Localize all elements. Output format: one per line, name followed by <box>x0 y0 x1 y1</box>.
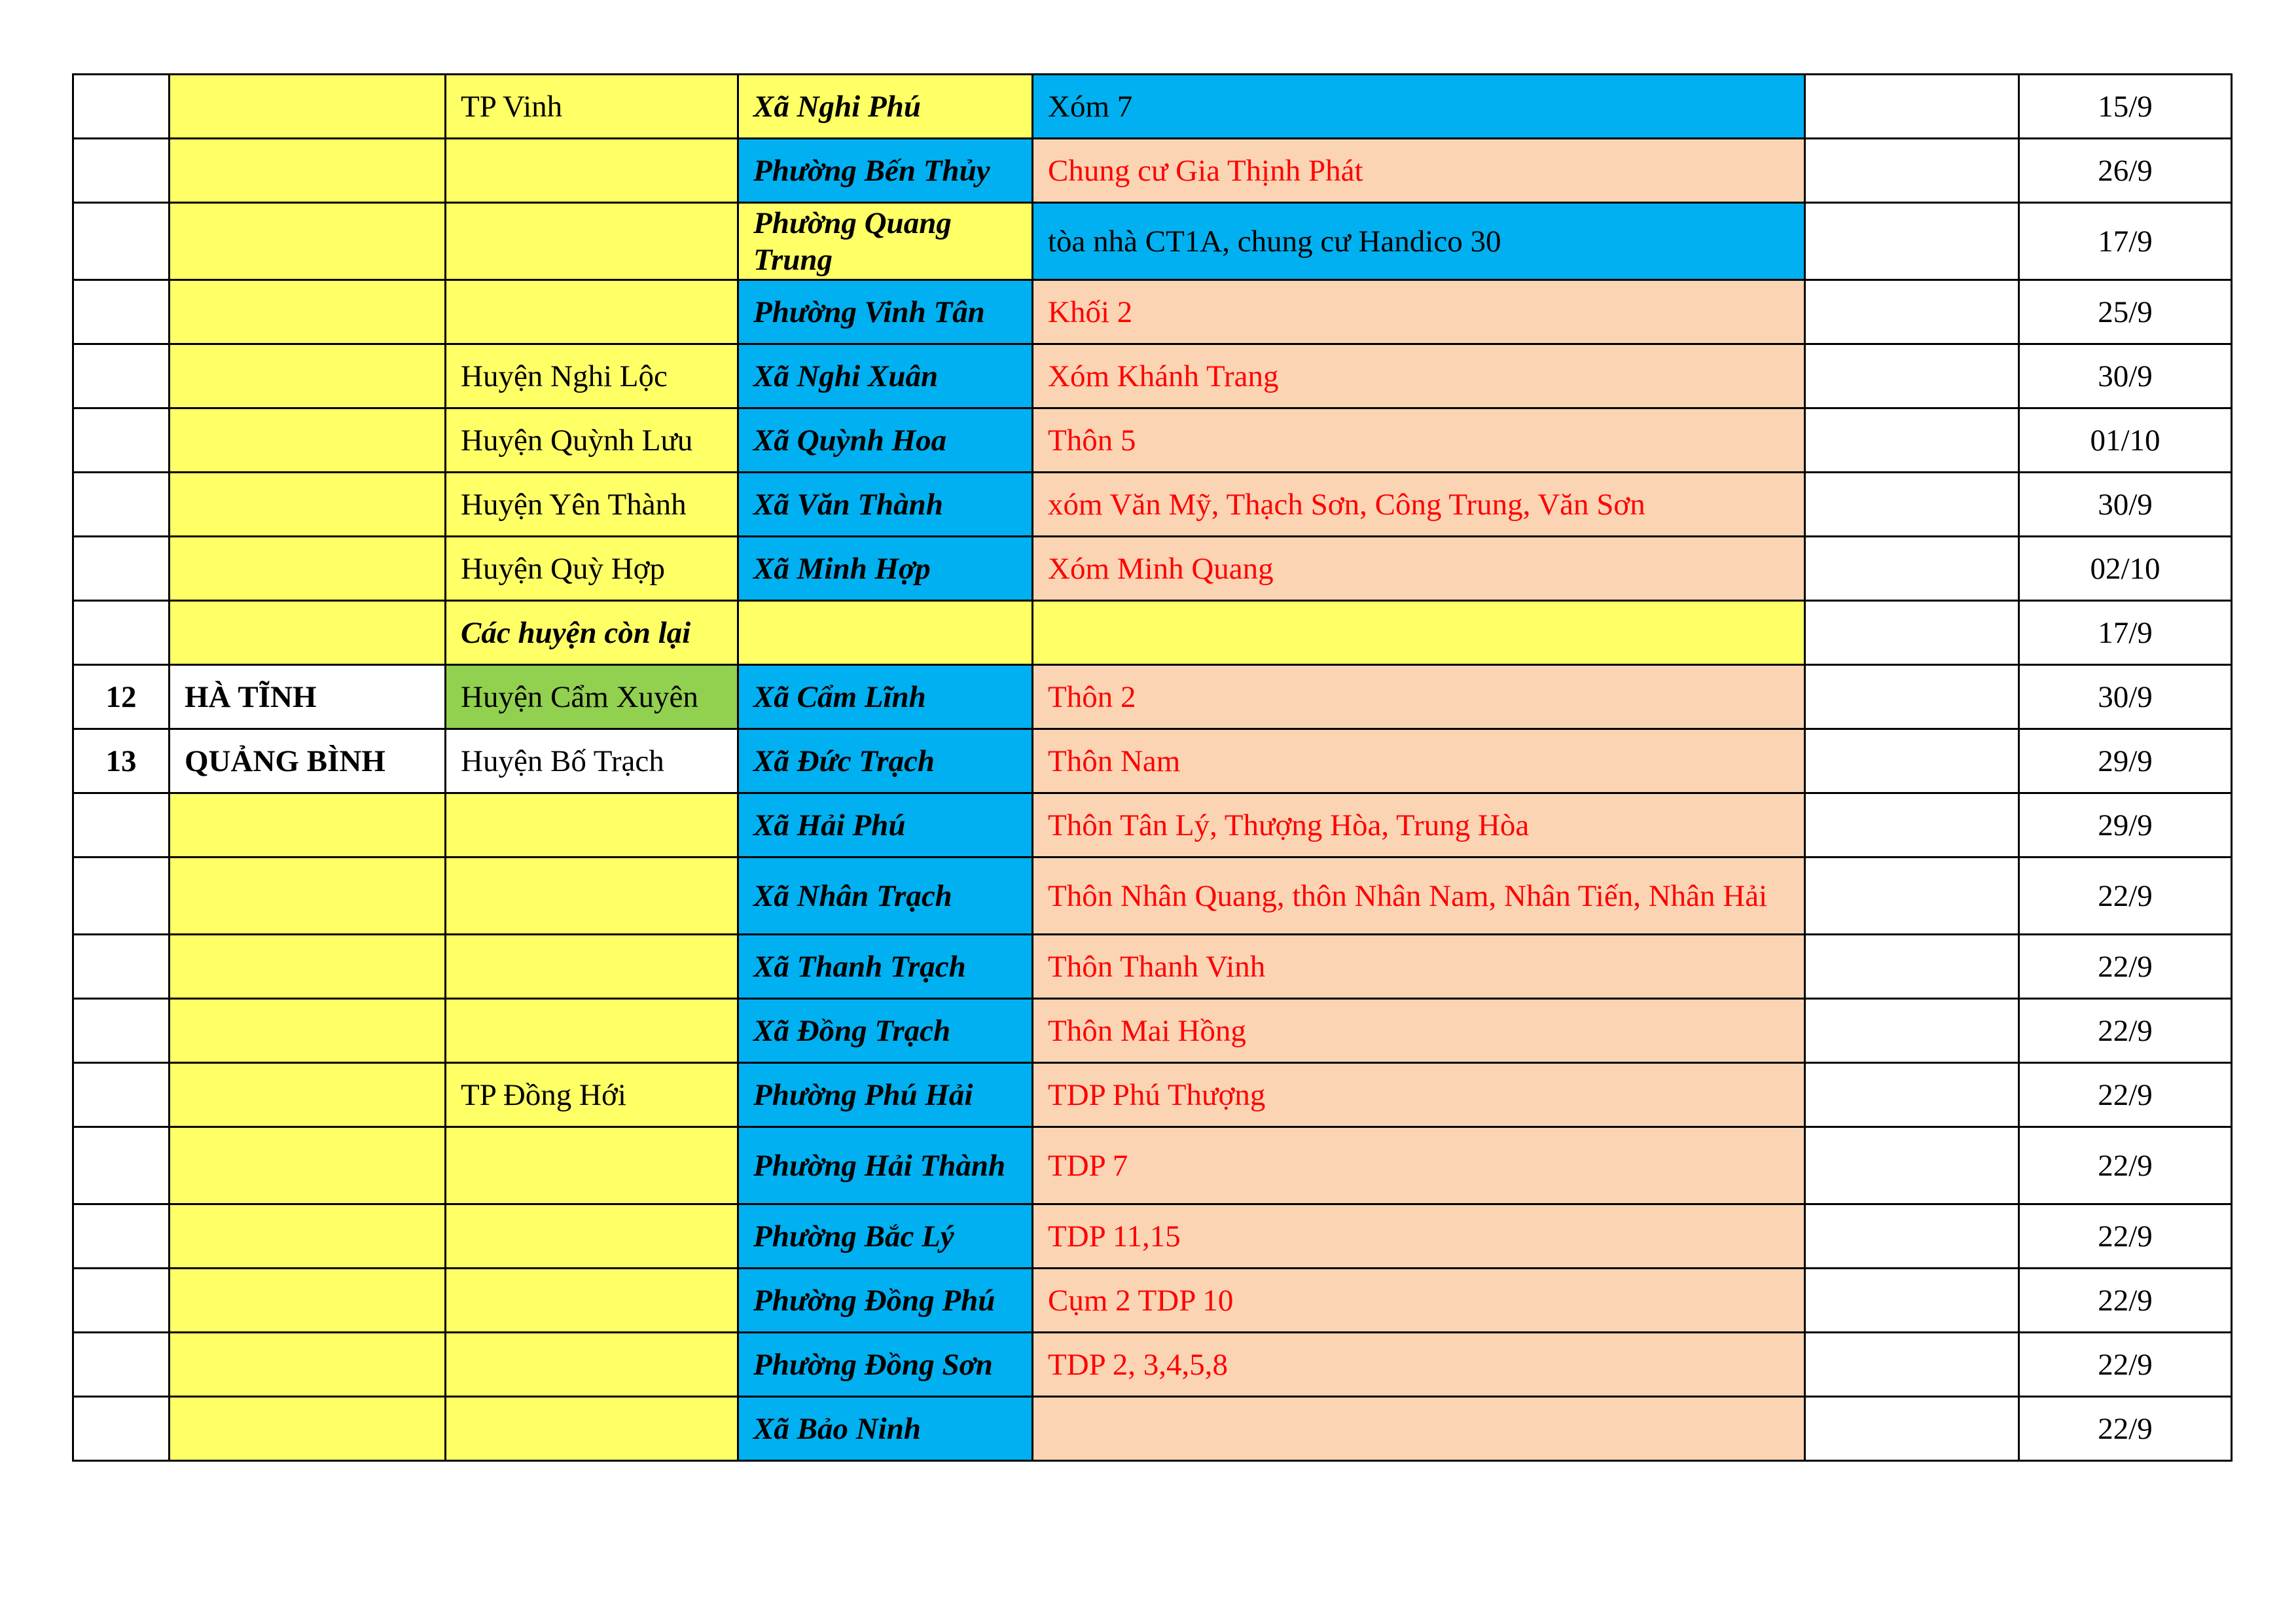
hamlet-cell: Thôn 2 <box>1033 665 1805 729</box>
district-cell <box>446 935 738 999</box>
row-number-cell <box>73 857 170 935</box>
blank-cell <box>1805 537 2019 601</box>
hamlet-cell: Xóm Khánh Trang <box>1033 344 1805 408</box>
hamlet-cell: xóm Văn Mỹ, Thạch Sơn, Công Trung, Văn Sơn <box>1033 473 1805 537</box>
row-number-cell: 12 <box>73 665 170 729</box>
row-number-cell <box>73 75 170 139</box>
row-number-cell <box>73 139 170 203</box>
blank-cell <box>1805 139 2019 203</box>
blank-cell <box>1805 729 2019 793</box>
blank-cell <box>1805 999 2019 1063</box>
district-cell: TP Vinh <box>446 75 738 139</box>
row-number-cell <box>73 1127 170 1204</box>
commune-cell <box>738 601 1033 665</box>
table-row <box>73 473 2232 537</box>
commune-cell: Xã Hải Phú <box>738 793 1033 857</box>
blank-cell <box>1805 75 2019 139</box>
date-cell: 01/10 <box>2019 408 2232 473</box>
blank-cell <box>1805 857 2019 935</box>
commune-cell: Xã Cẩm Lĩnh <box>738 665 1033 729</box>
district-cell: Huyện Bố Trạch <box>446 729 738 793</box>
blank-cell <box>1805 1269 2019 1333</box>
hamlet-cell: tòa nhà CT1A, chung cư Handico 30 <box>1033 203 1805 280</box>
blank-cell <box>1805 1204 2019 1269</box>
row-number-cell <box>73 408 170 473</box>
hamlet-cell: Thôn Mai Hồng <box>1033 999 1805 1063</box>
commune-cell: Xã Thanh Trạch <box>738 935 1033 999</box>
hamlet-cell: Thôn Nam <box>1033 729 1805 793</box>
table-row <box>73 999 2232 1063</box>
district-cell <box>446 1397 738 1461</box>
district-cell: Huyện Quỳ Hợp <box>446 537 738 601</box>
commune-cell: Xã Quỳnh Hoa <box>738 408 1033 473</box>
table-row <box>73 280 2232 344</box>
district-cell <box>446 857 738 935</box>
commune-cell: Xã Đức Trạch <box>738 729 1033 793</box>
date-cell: 25/9 <box>2019 280 2232 344</box>
commune-cell: Xã Bảo Ninh <box>738 1397 1033 1461</box>
date-cell: 22/9 <box>2019 1269 2232 1333</box>
blank-cell <box>1805 344 2019 408</box>
hamlet-cell: Khối 2 <box>1033 280 1805 344</box>
table-row <box>73 344 2232 408</box>
date-cell: 22/9 <box>2019 935 2232 999</box>
district-cell: Huyện Cẩm Xuyên <box>446 665 738 729</box>
table-row <box>73 1397 2232 1461</box>
row-number-cell: 13 <box>73 729 170 793</box>
province-cell <box>170 601 446 665</box>
row-number-cell <box>73 1397 170 1461</box>
table-row <box>73 1063 2232 1127</box>
blank-cell <box>1805 665 2019 729</box>
blank-cell <box>1805 793 2019 857</box>
blank-cell <box>1805 601 2019 665</box>
commune-cell: Phường Phú Hải <box>738 1063 1033 1127</box>
table-row <box>73 935 2232 999</box>
table-row <box>73 537 2232 601</box>
date-cell: 30/9 <box>2019 473 2232 537</box>
row-number-cell <box>73 1333 170 1397</box>
date-cell: 22/9 <box>2019 1333 2232 1397</box>
row-number-cell <box>73 473 170 537</box>
hamlet-cell: Xóm Minh Quang <box>1033 537 1805 601</box>
commune-cell: Xã Minh Hợp <box>738 537 1033 601</box>
table-row <box>73 203 2232 280</box>
province-cell <box>170 203 446 280</box>
table-row <box>73 139 2232 203</box>
table-row <box>73 408 2232 473</box>
province-cell <box>170 1397 446 1461</box>
province-cell <box>170 537 446 601</box>
date-cell: 22/9 <box>2019 1204 2232 1269</box>
district-cell <box>446 280 738 344</box>
province-cell: QUẢNG BÌNH <box>170 729 446 793</box>
hamlet-cell: Cụm 2 TDP 10 <box>1033 1269 1805 1333</box>
commune-cell: Phường Bắc Lý <box>738 1204 1033 1269</box>
row-number-cell <box>73 344 170 408</box>
province-cell <box>170 280 446 344</box>
row-number-cell <box>73 999 170 1063</box>
date-cell: 30/9 <box>2019 344 2232 408</box>
row-number-cell <box>73 601 170 665</box>
table-row <box>73 75 2232 139</box>
table-row <box>73 857 2232 935</box>
table-row <box>73 601 2232 665</box>
province-cell <box>170 1333 446 1397</box>
table-row <box>73 793 2232 857</box>
hamlet-cell: Xóm 7 <box>1033 75 1805 139</box>
hamlet-cell: Thôn Nhân Quang, thôn Nhân Nam, Nhân Tiến, Nhân Hải <box>1033 857 1805 935</box>
row-number-cell <box>73 1269 170 1333</box>
province-cell <box>170 1269 446 1333</box>
blank-cell <box>1805 203 2019 280</box>
date-cell: 17/9 <box>2019 601 2232 665</box>
district-cell <box>446 793 738 857</box>
province-cell <box>170 1127 446 1204</box>
blank-cell <box>1805 1397 2019 1461</box>
row-number-cell <box>73 280 170 344</box>
commune-cell: Phường Vinh Tân <box>738 280 1033 344</box>
commune-cell: Xã Nhân Trạch <box>738 857 1033 935</box>
blank-cell <box>1805 408 2019 473</box>
blank-cell <box>1805 1333 2019 1397</box>
province-cell <box>170 139 446 203</box>
row-number-cell <box>73 1063 170 1127</box>
hamlet-cell: TDP Phú Thượng <box>1033 1063 1805 1127</box>
table-row <box>73 1269 2232 1333</box>
table-row <box>73 665 2232 729</box>
district-cell <box>446 1333 738 1397</box>
outbreak-locations-table <box>72 73 2233 1462</box>
district-cell <box>446 139 738 203</box>
province-cell <box>170 935 446 999</box>
table-row <box>73 1204 2232 1269</box>
row-number-cell <box>73 793 170 857</box>
province-cell <box>170 1204 446 1269</box>
row-number-cell <box>73 537 170 601</box>
hamlet-cell <box>1033 1397 1805 1461</box>
table-body <box>73 75 2232 1461</box>
commune-cell: Phường Đồng Sơn <box>738 1333 1033 1397</box>
district-cell: Huyện Quỳnh Lưu <box>446 408 738 473</box>
province-cell <box>170 793 446 857</box>
district-cell: TP Đồng Hới <box>446 1063 738 1127</box>
province-cell <box>170 857 446 935</box>
district-cell <box>446 1269 738 1333</box>
district-cell <box>446 1127 738 1204</box>
district-cell: Các huyện còn lại <box>446 601 738 665</box>
table-row <box>73 729 2232 793</box>
blank-cell <box>1805 1063 2019 1127</box>
commune-cell: Phường Hải Thành <box>738 1127 1033 1204</box>
date-cell: 02/10 <box>2019 537 2232 601</box>
province-cell: HÀ TĨNH <box>170 665 446 729</box>
date-cell: 29/9 <box>2019 729 2232 793</box>
district-cell <box>446 999 738 1063</box>
date-cell: 26/9 <box>2019 139 2232 203</box>
date-cell: 22/9 <box>2019 999 2232 1063</box>
date-cell: 22/9 <box>2019 1397 2232 1461</box>
row-number-cell <box>73 203 170 280</box>
hamlet-cell: Thôn 5 <box>1033 408 1805 473</box>
commune-cell: Xã Văn Thành <box>738 473 1033 537</box>
commune-cell: Phường Bến Thủy <box>738 139 1033 203</box>
hamlet-cell: Chung cư Gia Thịnh Phát <box>1033 139 1805 203</box>
blank-cell <box>1805 280 2019 344</box>
blank-cell <box>1805 935 2019 999</box>
date-cell: 15/9 <box>2019 75 2232 139</box>
district-cell: Huyện Nghi Lộc <box>446 344 738 408</box>
province-cell <box>170 408 446 473</box>
province-cell <box>170 75 446 139</box>
province-cell <box>170 999 446 1063</box>
commune-cell: Xã Nghi Phú <box>738 75 1033 139</box>
date-cell: 22/9 <box>2019 1063 2232 1127</box>
commune-cell: Xã Nghi Xuân <box>738 344 1033 408</box>
province-cell <box>170 1063 446 1127</box>
hamlet-cell: TDP 7 <box>1033 1127 1805 1204</box>
table-row <box>73 1333 2232 1397</box>
district-cell <box>446 203 738 280</box>
blank-cell <box>1805 473 2019 537</box>
commune-cell: Xã Đồng Trạch <box>738 999 1033 1063</box>
province-cell <box>170 344 446 408</box>
commune-cell: Phường Quang Trung <box>738 203 1033 280</box>
commune-cell: Phường Đồng Phú <box>738 1269 1033 1333</box>
hamlet-cell <box>1033 601 1805 665</box>
hamlet-cell: TDP 2, 3,4,5,8 <box>1033 1333 1805 1397</box>
date-cell: 17/9 <box>2019 203 2232 280</box>
hamlet-cell: Thôn Tân Lý, Thượng Hòa, Trung Hòa <box>1033 793 1805 857</box>
row-number-cell <box>73 935 170 999</box>
table-row <box>73 1127 2232 1204</box>
hamlet-cell: Thôn Thanh Vinh <box>1033 935 1805 999</box>
date-cell: 30/9 <box>2019 665 2232 729</box>
district-cell <box>446 1204 738 1269</box>
date-cell: 22/9 <box>2019 1127 2232 1204</box>
date-cell: 22/9 <box>2019 857 2232 935</box>
hamlet-cell: TDP 11,15 <box>1033 1204 1805 1269</box>
province-cell <box>170 473 446 537</box>
date-cell: 29/9 <box>2019 793 2232 857</box>
district-cell: Huyện Yên Thành <box>446 473 738 537</box>
blank-cell <box>1805 1127 2019 1204</box>
row-number-cell <box>73 1204 170 1269</box>
